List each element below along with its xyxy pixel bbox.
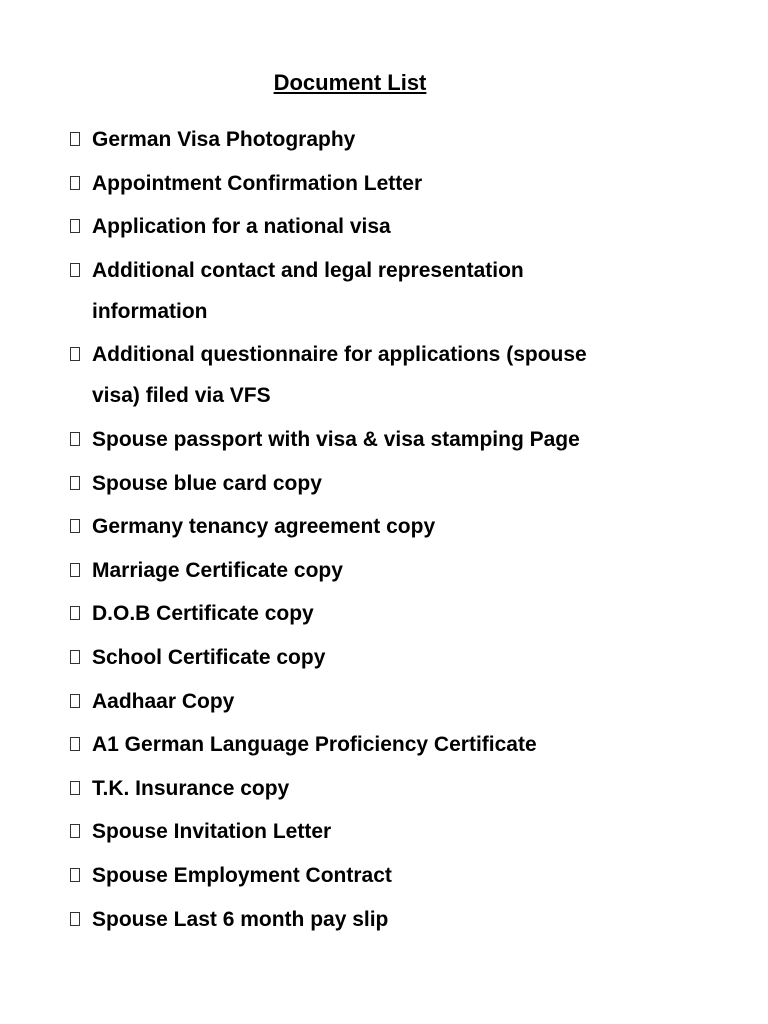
list-item [68,855,708,896]
empty-checkbox-icon [70,781,80,795]
document-checklist [68,119,708,942]
empty-checkbox-icon [70,737,80,751]
empty-checkbox-icon [70,132,80,146]
list-item-label: Spouse blue card copy [92,471,322,495]
list-item-label: Aadhaar Copy [92,689,235,713]
empty-checkbox-icon [70,650,80,664]
empty-checkbox-icon [70,694,80,708]
list-item-label: Appointment Confirmation Letter [92,171,423,195]
list-item-label: D.O.B Certificate copy [92,602,314,626]
document-title: Document List [273,70,427,95]
list-item-label: Spouse passport with visa & visa stamping Page [92,427,580,451]
empty-checkbox-icon [70,219,80,233]
list-item [68,463,708,504]
empty-checkbox-icon [70,176,80,190]
list-item-label: T.K. Insurance copy [92,776,290,800]
list-item-label: Marriage Certificate copy [92,558,343,582]
empty-checkbox-icon [70,563,80,577]
list-item [68,206,708,247]
list-item [68,768,708,809]
list-item [68,724,708,765]
list-item [68,119,708,160]
empty-checkbox-icon [70,606,80,620]
list-item-label: Spouse Invitation Letter [92,820,332,844]
list-item-label: Application for a national visa [92,215,391,239]
list-item-label: Additional questionnaire for applications (spouse visa) filed via VFS [92,343,587,408]
list-item [68,899,708,940]
empty-checkbox-icon [70,912,80,926]
empty-checkbox-icon [70,432,80,446]
list-item [68,163,708,204]
empty-checkbox-icon [70,263,80,277]
list-item-label: German Visa Photography [92,128,356,151]
list-item [68,637,708,678]
list-item [68,506,708,547]
list-item [68,334,592,416]
list-item [68,681,708,722]
list-item [68,811,708,852]
empty-checkbox-icon [70,519,80,533]
list-item-label: School Certificate copy [92,645,326,669]
list-item-label: Germany tenancy agreement copy [92,515,436,539]
list-item-label: Additional contact and legal representation information [92,258,524,323]
list-item [68,550,708,591]
list-item [68,419,708,460]
list-item-label: Spouse Employment Contract [92,863,392,887]
empty-checkbox-icon [70,347,80,361]
list-item-label: A1 German Language Proficiency Certificate [92,733,537,757]
list-item [68,250,592,332]
empty-checkbox-icon [70,868,80,882]
list-item [68,593,708,634]
empty-checkbox-icon [70,476,80,490]
empty-checkbox-icon [70,824,80,838]
list-item-label: Spouse Last 6 month pay slip [92,907,389,931]
